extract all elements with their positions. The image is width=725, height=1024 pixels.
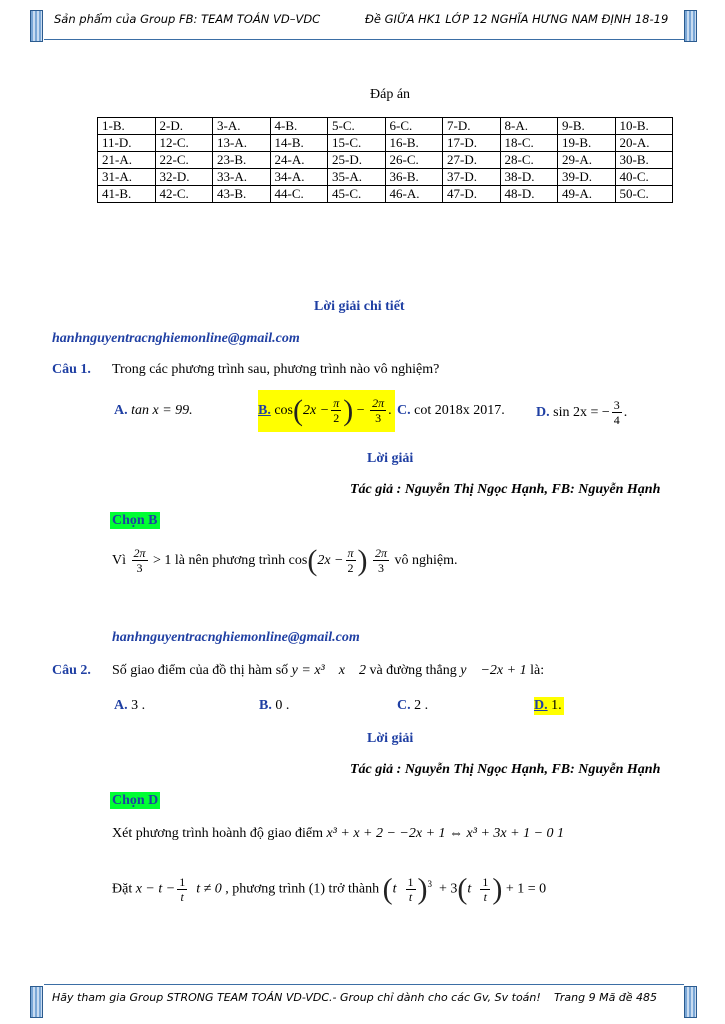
book-icon — [684, 10, 697, 42]
solution-title: Lời giải — [367, 451, 414, 466]
option-c[interactable]: C. 2 . — [397, 698, 429, 713]
answer-cell: 10-B. — [615, 118, 673, 135]
email-link[interactable]: hanhnguyentracnghiemonline@gmail.com — [112, 630, 360, 645]
answer-cell: 28-C. — [500, 152, 558, 169]
answer-cell: 41-B. — [98, 186, 156, 203]
answer-cell: 21-A. — [98, 152, 156, 169]
answer-cell: 25-D. — [328, 152, 386, 169]
answer-cell: 8-A. — [500, 118, 558, 135]
book-icon — [30, 10, 43, 42]
section-title: Lời giải chi tiết — [314, 299, 405, 314]
answer-title: Đáp án — [370, 87, 411, 102]
fraction: $\frac{1}{t}$ — [179, 874, 186, 904]
option-d[interactable]: D. 1. — [534, 698, 562, 713]
answer-cell: 42-C. — [155, 186, 213, 203]
answer-cell: 17-D. — [443, 135, 501, 152]
answer-cell: 45-C. — [328, 186, 386, 203]
answer-table — [97, 117, 673, 203]
header-right-text: Đề GIỮA HK1 LỚP 12 NGHĨA HƯNG NAM ĐỊNH 18-19 — [365, 12, 669, 26]
option-label: B. — [259, 698, 272, 713]
answer-cell: 40-C. — [615, 169, 673, 186]
explanation-line: Đặt x − t − $\frac{1}{t}$ t ≠ 0 , phương trình (1) trở thành (t $\frac{1}{t}$ )$^3$ + 3(t $\frac{1}{t}$ ) + 1 = 0 — [112, 872, 547, 906]
answer-cell: 30-B. — [615, 152, 673, 169]
book-icon — [684, 986, 697, 1018]
question-label: Câu 2. — [52, 663, 91, 678]
option-label: B. — [258, 403, 271, 418]
solution-title: Lời giải — [367, 731, 414, 746]
option-label: A. — [114, 403, 128, 418]
answer-cell: 34-A. — [270, 169, 328, 186]
fraction: $\frac{2\pi}{3}$ — [372, 396, 385, 426]
answer-cell: 29-A. — [558, 152, 616, 169]
question-text: Trong các phương trình sau, phương trình nào vô nghiệm? — [112, 362, 440, 377]
header-left-text: Sản phẩm của Group FB: TEAM TOÁN VD–VDC — [54, 12, 321, 26]
fraction: $\frac{2\pi}{3}$ — [133, 546, 146, 576]
answer-cell: 39-D. — [558, 169, 616, 186]
answer-cell: 2-D. — [155, 118, 213, 135]
option-text: tan x = 99. — [131, 403, 193, 418]
option-label: C. — [397, 698, 411, 713]
answer-row — [98, 169, 673, 186]
footer-left-text: Hãy tham gia Group STRONG TEAM TOÁN VD-VDC.- Group chỉ dành cho các Gv, Sv toán! — [52, 991, 541, 1004]
answer-row — [98, 118, 673, 135]
option-c[interactable] — [397, 402, 505, 420]
answer-cell: 47-D. — [443, 186, 501, 203]
answer-cell: 12-C. — [155, 135, 213, 152]
fraction: $\frac{2\pi}{3}$ — [375, 546, 388, 576]
answer-cell: 49-A. — [558, 186, 616, 203]
answer-cell: 32-D. — [155, 169, 213, 186]
option-label: A. — [114, 698, 128, 713]
header-rule — [44, 39, 684, 40]
page-header — [30, 4, 698, 44]
answer-cell: 18-C. — [500, 135, 558, 152]
book-icon — [30, 986, 43, 1018]
option-label: D. — [534, 698, 548, 713]
answer-cell: 48-D. — [500, 186, 558, 203]
answer-cell: 9-B. — [558, 118, 616, 135]
answer-cell: 1-B. — [98, 118, 156, 135]
answer-cell: 11-D. — [98, 135, 156, 152]
answer-cell: 19-B. — [558, 135, 616, 152]
answer-cell: 35-A. — [328, 169, 386, 186]
answer-cell: 38-D. — [500, 169, 558, 186]
option-label: D. — [536, 405, 550, 420]
author-credit: Tác giả : Nguyễn Thị Ngọc Hạnh, FB: Nguyễn Hạnh — [350, 762, 661, 777]
chosen-answer: Chọn B — [112, 513, 158, 528]
answer-cell: 22-C. — [155, 152, 213, 169]
answer-row — [98, 186, 673, 203]
answer-cell: 31-A. — [98, 169, 156, 186]
answer-cell: 37-D. — [443, 169, 501, 186]
option-a[interactable]: A. 3 . — [114, 698, 146, 713]
answer-cell: 33-A. — [213, 169, 271, 186]
option-text: cot 2018x 2017. — [414, 403, 505, 418]
option-d[interactable]: D. sin 2x = − $\frac{3}{4}$ . — [536, 398, 628, 428]
option-b[interactable]: B. 0 . — [259, 698, 290, 713]
footer-rule — [44, 984, 684, 985]
answer-cell: 36-B. — [385, 169, 443, 186]
option-a[interactable] — [114, 402, 193, 420]
chosen-answer: Chọn D — [112, 793, 159, 808]
page-footer — [30, 982, 698, 1022]
email-link[interactable]: hanhnguyentracnghiemonline@gmail.com — [52, 331, 300, 346]
question-text: Số giao điểm của đồ thị hàm số y = x³ x 2 và đường thẳng y −2x + 1 là: — [112, 663, 545, 678]
answer-cell: 24-A. — [270, 152, 328, 169]
footer-right-text: Trang 9 Mã đề 485 — [554, 991, 658, 1004]
answer-cell: 20-A. — [615, 135, 673, 152]
explanation-line: Xét phương trình hoành độ giao điểm x³ + x + 2 − −2x + 1 ⇔ x³ + 3x + 1 − 0 1 — [112, 826, 565, 841]
answer-cell: 5-C. — [328, 118, 386, 135]
answer-cell: 13-A. — [213, 135, 271, 152]
question-label: Câu 1. — [52, 362, 91, 377]
answer-cell: 26-C. — [385, 152, 443, 169]
answer-cell: 27-D. — [443, 152, 501, 169]
answer-cell: 3-A. — [213, 118, 271, 135]
answer-cell: 44-C. — [270, 186, 328, 203]
answer-cell: 14-B. — [270, 135, 328, 152]
fraction: $\frac{\pi}{2}$ — [333, 396, 340, 426]
answer-cell: 16-B. — [385, 135, 443, 152]
answer-cell: 15-C. — [328, 135, 386, 152]
fraction: $\frac{1}{t}$ — [482, 874, 489, 904]
author-credit: Tác giả : Nguyễn Thị Ngọc Hạnh, FB: Nguyễn Hạnh — [350, 482, 661, 497]
answer-cell: 23-B. — [213, 152, 271, 169]
answer-cell: 4-B. — [270, 118, 328, 135]
fraction: $\frac{\pi}{2}$ — [347, 546, 354, 576]
answer-cell: 50-C. — [615, 186, 673, 203]
option-text: sin 2x = − — [553, 405, 610, 420]
answer-row — [98, 152, 673, 169]
answer-row — [98, 135, 673, 152]
answer-cell: 46-A. — [385, 186, 443, 203]
option-label: C. — [397, 403, 411, 418]
explanation-line: Vì $\frac{2\pi}{3}$ > 1 là nên phương trình cos(2x − $\frac{\pi}{2}$ ) $\frac{2\pi}{3}$ vô nghiệm. — [112, 543, 458, 577]
answer-cell: 43-B. — [213, 186, 271, 203]
fraction: $\frac{3}{4}$ — [613, 398, 620, 428]
answer-cell: 7-D. — [443, 118, 501, 135]
answer-cell: 6-C. — [385, 118, 443, 135]
option-b[interactable]: B. cos(2x − $\frac{\pi}{2}$ ) − $\frac{2\pi}{3}$ . — [258, 390, 395, 432]
fraction: $\frac{1}{t}$ — [407, 874, 414, 904]
